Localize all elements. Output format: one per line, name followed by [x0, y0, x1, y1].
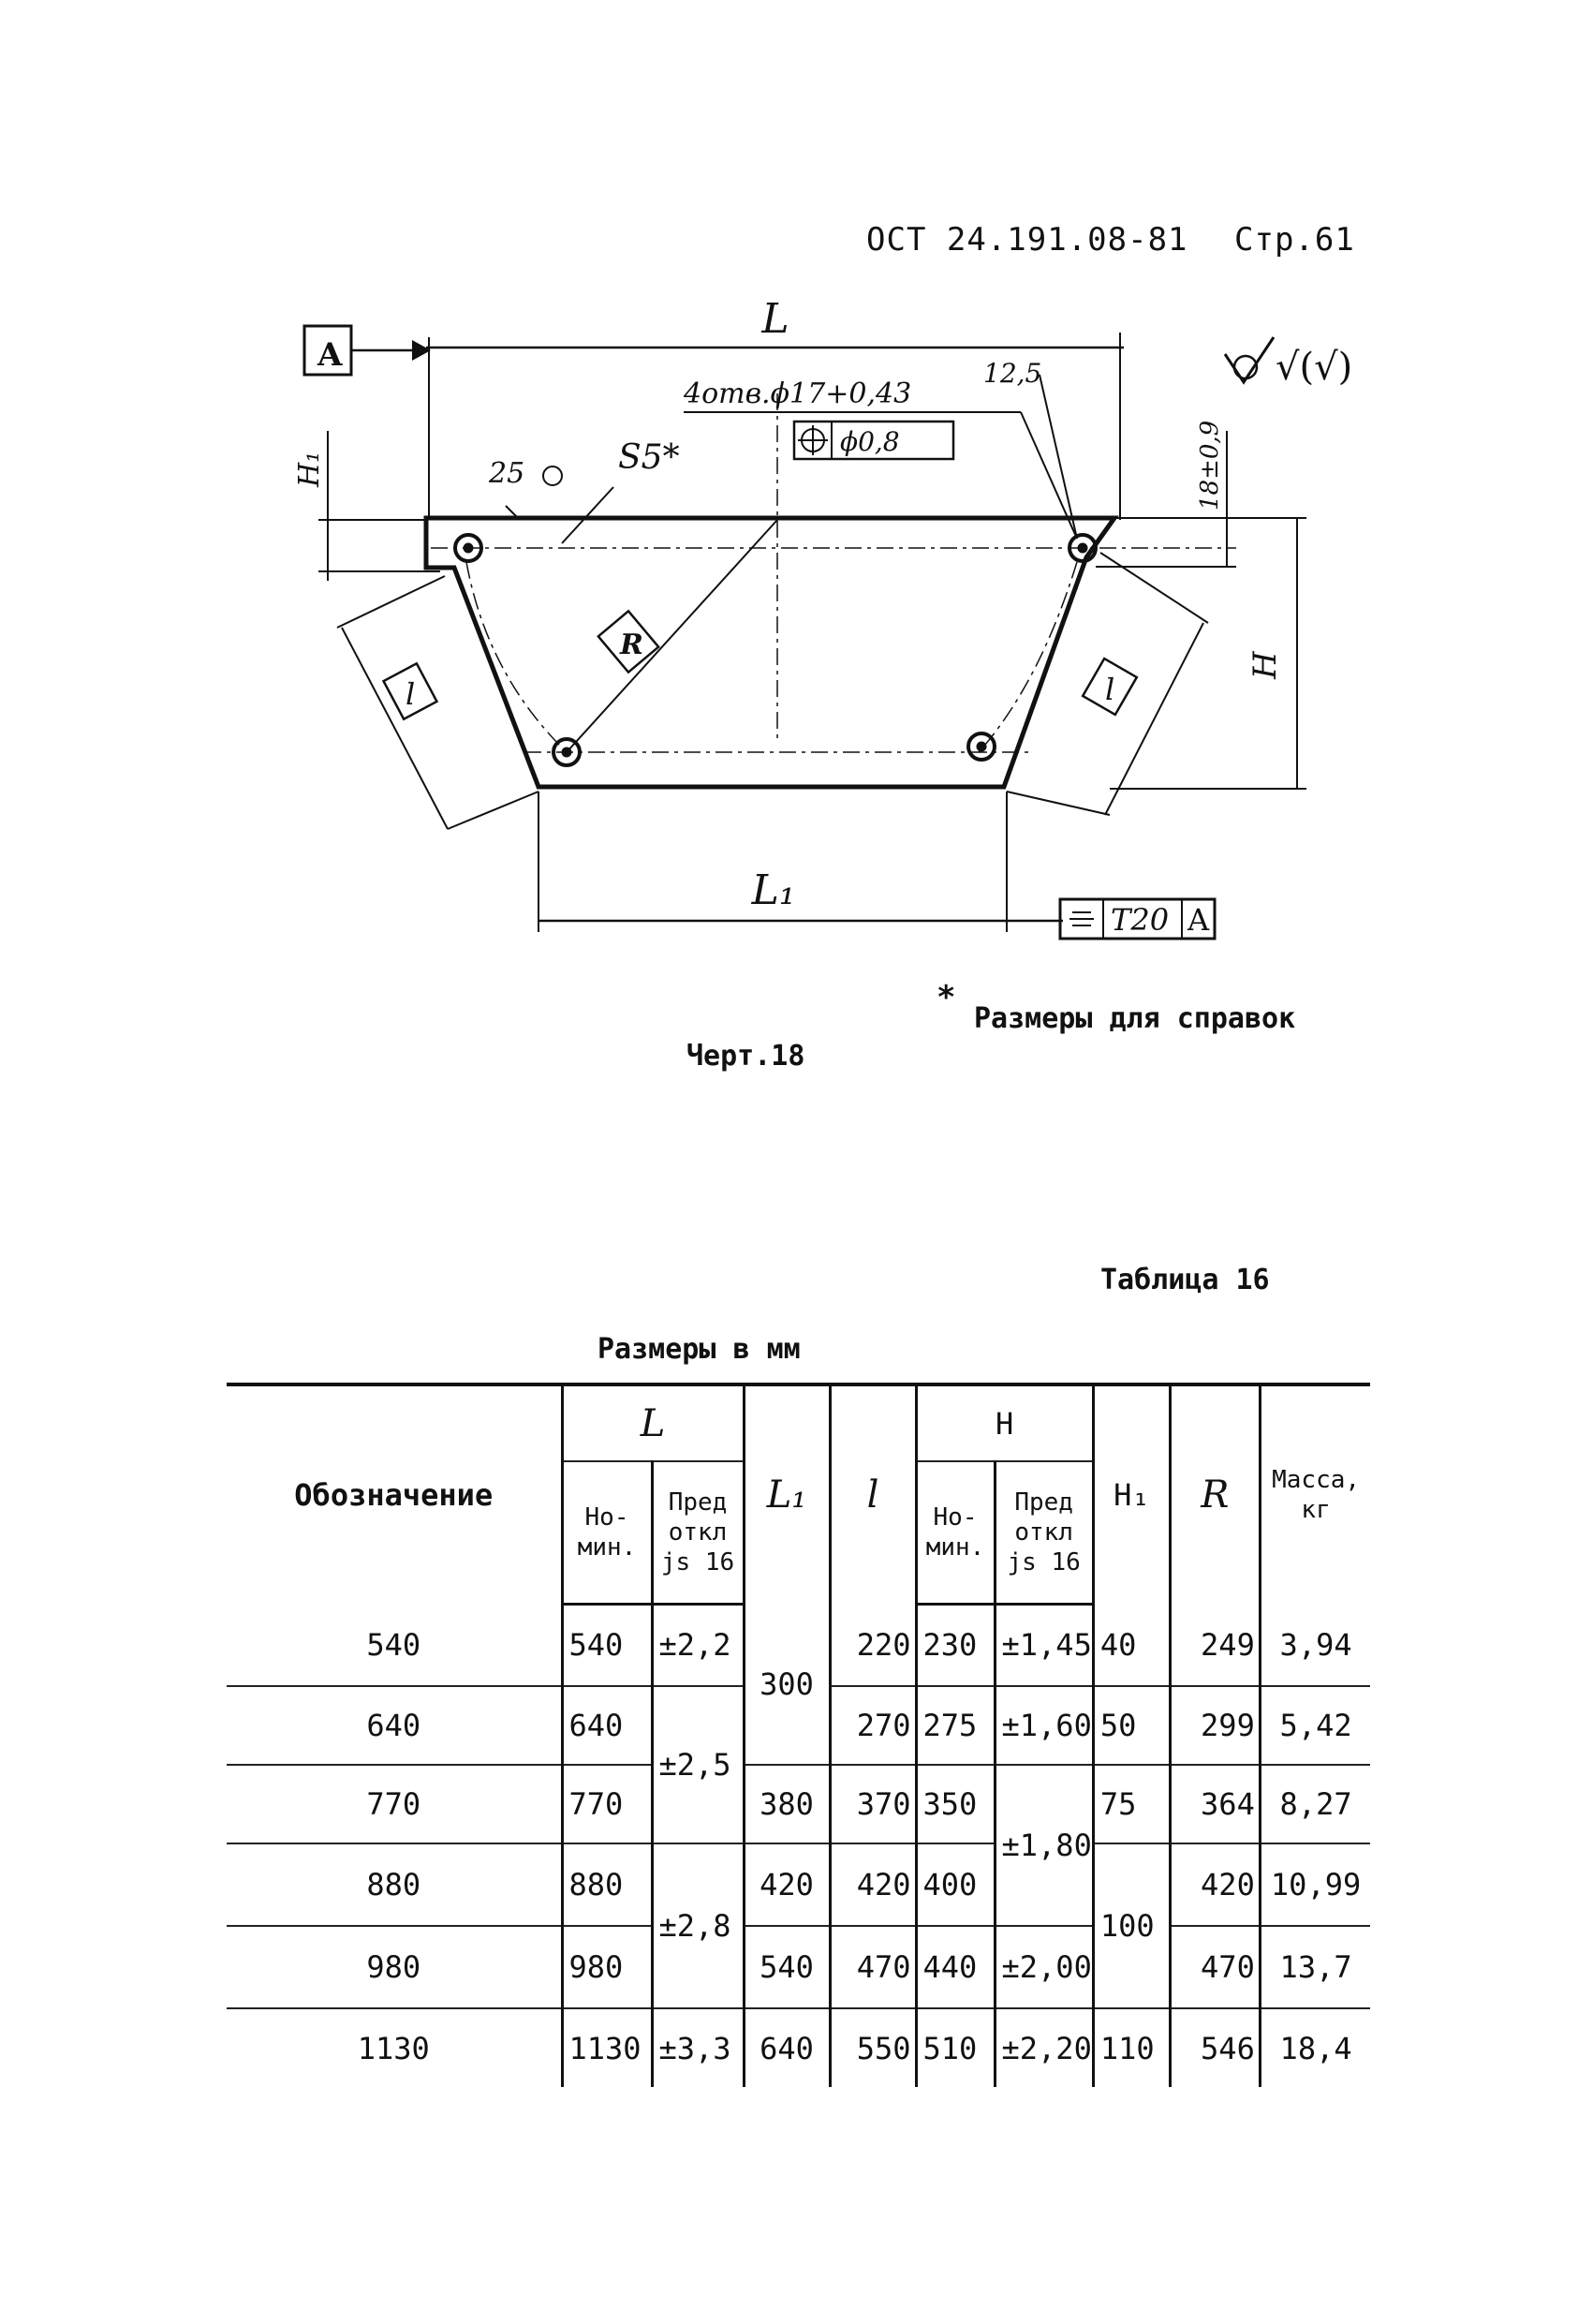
- holes-note: 4отв.ϕ17+0,43: [684, 377, 912, 410]
- cell-H1: 75: [1093, 1765, 1170, 1843]
- cell-l: 470: [830, 1926, 916, 2008]
- datum-label: A: [317, 336, 343, 374]
- table-row: [227, 1765, 1370, 1843]
- cell-H-nominal: 510: [916, 2008, 995, 2087]
- dimension-l-right: l: [1105, 672, 1115, 707]
- cell-l: 370: [830, 1765, 916, 1843]
- cell-L1: 380: [744, 1765, 830, 1843]
- symmetry-datum: A: [1187, 902, 1210, 938]
- dimension-H: H: [1246, 651, 1284, 679]
- dimension-L: L: [761, 295, 789, 343]
- cell-R: 249: [1170, 1604, 1260, 1686]
- cell-l: 420: [830, 1843, 916, 1926]
- header-H: H: [916, 1384, 1093, 1461]
- cell-mass: 5,42: [1260, 1686, 1370, 1765]
- offset-note: 18±0,9: [1196, 420, 1224, 511]
- cell-mass: 3,94: [1260, 1604, 1370, 1686]
- cell-mass: 13,7: [1260, 1926, 1370, 2008]
- fillet-note: 25: [489, 457, 525, 490]
- position-tolerance: ϕ0,8: [840, 426, 900, 457]
- cell-l: 220: [830, 1604, 916, 1686]
- cell-L-nominal: 770: [562, 1765, 652, 1843]
- cell-R: 299: [1170, 1686, 1260, 1765]
- dimension-L1: L₁: [751, 866, 796, 914]
- figure-caption: Черт.18: [686, 1040, 805, 1073]
- cell-designation: 1130: [227, 2008, 562, 2087]
- header-H1: H₁: [1093, 1384, 1170, 1604]
- header-mass: Масса, кг: [1260, 1384, 1370, 1604]
- cell-l: 270: [830, 1686, 916, 1765]
- cell-L-nominal: 640: [562, 1686, 652, 1765]
- thickness-note: S5*: [618, 438, 680, 477]
- cell-designation: 640: [227, 1686, 562, 1765]
- dimension-H1: H₁: [293, 451, 326, 487]
- cell-designation: 770: [227, 1765, 562, 1843]
- cell-L1: 420: [744, 1843, 830, 1926]
- header-L-nominal: Но- мин.: [562, 1461, 652, 1604]
- cell-H-tolerance: ±1,60: [995, 1686, 1093, 1765]
- header-l: l: [830, 1384, 916, 1604]
- cell-H1: 110: [1093, 2008, 1170, 2087]
- cell-H-tolerance: ±2,20: [995, 2008, 1093, 2087]
- table-row: [227, 1604, 1370, 1686]
- cell-H-nominal: 230: [916, 1604, 995, 1686]
- cell-mass: 10,99: [1260, 1843, 1370, 1926]
- cell-H-tolerance: ±1,45: [995, 1604, 1093, 1686]
- cell-L-tolerance: ±2,2: [652, 1604, 744, 1686]
- footnote: Размеры для справок: [974, 1002, 1296, 1035]
- header-R: R: [1170, 1384, 1260, 1604]
- table-row: [227, 1926, 1370, 2008]
- header-H-tolerance: Пред откл js 16: [995, 1461, 1093, 1604]
- cell-H-nominal: 350: [916, 1765, 995, 1843]
- cell-L-tolerance: ±3,3: [652, 2008, 744, 2087]
- table-row: [227, 2008, 1370, 2087]
- cell-H-nominal: 440: [916, 1926, 995, 2008]
- document-code: ОСТ 24.191.08-81: [866, 221, 1188, 259]
- cell-designation: 880: [227, 1843, 562, 1926]
- spec-table: [227, 1383, 1370, 2087]
- header-L: L: [562, 1384, 744, 1461]
- cell-L-nominal: 540: [562, 1604, 652, 1686]
- part-outline: [426, 518, 1114, 787]
- roughness-symbol: √(√): [1276, 346, 1353, 389]
- cell-H-tolerance: ±2,00: [995, 1926, 1093, 2008]
- technical-drawing: [0, 0, 1593, 1124]
- cell-L-nominal: 880: [562, 1843, 652, 1926]
- cell-R: 364: [1170, 1765, 1260, 1843]
- dimension-l-left: l: [406, 676, 416, 712]
- cell-L1: 300: [744, 1604, 830, 1765]
- header-L-tolerance: Пред откл js 16: [652, 1461, 744, 1604]
- cell-designation: 540: [366, 1626, 421, 1663]
- footnote-mark: *: [937, 979, 956, 1016]
- cell-R: 470: [1170, 1926, 1260, 2008]
- header-H-nominal: Но- мин.: [916, 1461, 995, 1604]
- cell-H-nominal: 275: [916, 1686, 995, 1765]
- cell-mass: 18,4: [1260, 2008, 1370, 2087]
- page-number: Стр.61: [1234, 221, 1355, 259]
- table-row: [227, 1843, 1370, 1926]
- cell-L-tolerance: ±2,5: [652, 1686, 744, 1843]
- header-L1: L₁: [744, 1384, 830, 1604]
- cell-l: 550: [830, 2008, 916, 2087]
- cell-L1: 540: [744, 1926, 830, 2008]
- cell-R: 546: [1170, 2008, 1260, 2087]
- symmetry-tolerance: T20: [1111, 902, 1170, 938]
- units-note: Размеры в мм: [597, 1333, 801, 1366]
- cell-L-tolerance: ±2,8: [652, 1843, 744, 2008]
- cell-H-tolerance: ±1,80: [995, 1765, 1093, 1926]
- cell-L-nominal: 1130: [562, 2008, 652, 2087]
- cell-L1: 640: [744, 2008, 830, 2087]
- cell-H1: 100: [1093, 1843, 1170, 2008]
- table-title: Таблица 16: [1100, 1264, 1270, 1296]
- cell-mass: 8,27: [1260, 1765, 1370, 1843]
- cell-H1: 40: [1093, 1604, 1170, 1686]
- chamfer-note: 12,5: [983, 358, 1042, 389]
- dimension-R: R: [620, 629, 643, 661]
- header-designation: Обозначение: [227, 1384, 562, 1604]
- cell-designation: 980: [227, 1926, 562, 2008]
- cell-R: 420: [1170, 1843, 1260, 1926]
- cell-H1: 50: [1093, 1686, 1170, 1765]
- cell-L-nominal: 980: [562, 1926, 652, 2008]
- cell-H-nominal: 400: [916, 1843, 995, 1926]
